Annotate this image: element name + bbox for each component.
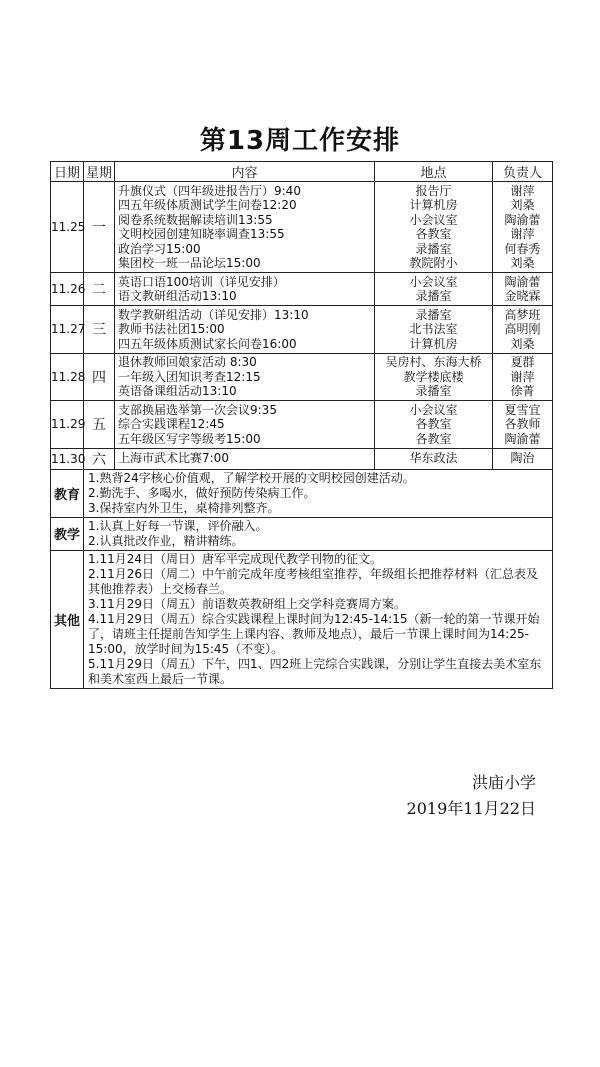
day-date: 11.27	[51, 306, 84, 354]
day-date: 11.25	[51, 182, 84, 273]
place-item: 计算机房	[409, 336, 458, 351]
person-item: 高明刚	[504, 322, 541, 336]
note-line: 3.保持室内外卫生，桌椅排列整齐。	[88, 500, 280, 515]
person-item: 徐菁	[510, 384, 535, 398]
note-line: 4.11月29日（周五）综合实践课程上课时间为12:45-14:15（新一轮的第一节课开始了，请班主任提前告知学生上课内容、教师及地点），最后一节课上课时间为14:25-15:00，放学时间为15:45（不变）。	[88, 611, 540, 656]
day-place	[375, 306, 493, 354]
place-item: 华东政法	[409, 451, 458, 466]
person-item: 陶渝蕾	[504, 431, 541, 446]
day-content	[115, 273, 375, 306]
day-person	[493, 448, 553, 469]
day-content	[115, 401, 375, 449]
day-weekday: 二	[84, 273, 115, 306]
day-row	[51, 273, 553, 306]
person-item: 刘桑	[510, 336, 535, 351]
content-item: 英语备课组活动13:10	[118, 384, 237, 398]
day-date: 11.29	[51, 401, 84, 449]
day-weekday: 五	[84, 401, 115, 449]
place-item: 吴房村、东海大桥	[385, 355, 482, 369]
note-content	[84, 550, 553, 688]
content-item: 四五年级体质测试家长问卷16:00	[118, 336, 297, 351]
place-item: 教学楼底楼	[403, 369, 464, 384]
header-place: 地点	[375, 162, 493, 182]
day-content	[115, 353, 375, 401]
place-item: 北书法室	[409, 322, 458, 336]
note-label: 教育	[51, 469, 84, 517]
place-item: 教院附小	[409, 256, 458, 270]
place-item: 录播室	[415, 384, 452, 398]
day-content	[115, 448, 375, 469]
day-person	[493, 273, 553, 306]
place-item: 各教室	[415, 431, 452, 446]
note-line: 2.勤洗手、多喝水，做好预防传染病工作。	[88, 485, 316, 500]
table-header-row	[51, 162, 553, 182]
place-item: 小会议室	[409, 212, 458, 227]
person-item: 各教师	[504, 417, 541, 431]
day-person	[493, 401, 553, 449]
person-item: 刘桑	[510, 256, 535, 270]
content-item: 集团校一班一品论坛15:00	[118, 256, 261, 270]
content-item: 支部换届选举第一次会议9:35	[118, 402, 277, 417]
note-line: 1.11月24日（周日）唐军平完成现代教学刊物的征文。	[88, 551, 382, 566]
note-line: 2.认真批改作业，精讲精练。	[88, 533, 244, 548]
person-item: 金晓霖	[504, 289, 541, 303]
day-row	[51, 306, 553, 354]
content-item: 四五年级体质测试学生问卷12:20	[118, 198, 297, 212]
person-item: 陶渝蕾	[504, 274, 541, 289]
day-content	[115, 182, 375, 273]
person-item: 谢萍	[510, 227, 535, 241]
person-item: 高梦班	[504, 307, 541, 322]
content-item: 五年级区写字等级考15:00	[118, 431, 261, 446]
place-item: 各教室	[415, 417, 452, 431]
day-row	[51, 448, 553, 469]
person-item: 何春秀	[504, 241, 541, 256]
person-item: 刘桑	[510, 198, 535, 212]
content-item: 升旗仪式（四年级进报告厅）9:40	[118, 183, 301, 198]
place-item: 计算机房	[409, 198, 458, 212]
day-person	[493, 182, 553, 273]
content-item: 综合实践课程12:45	[118, 417, 225, 431]
person-item: 夏群	[510, 355, 535, 369]
note-line: 3.11月29日（周五）前语数英教研组上交学科竞赛周方案。	[88, 596, 406, 611]
notes-body	[51, 469, 553, 688]
day-date: 11.26	[51, 273, 84, 306]
header-person: 负责人	[493, 162, 553, 182]
day-place	[375, 448, 493, 469]
person-item: 陶渝蕾	[504, 212, 541, 227]
person-item: 夏雪宜	[504, 402, 541, 417]
note-line: 1.熟背24字核心价值观，了解学校开展的文明校园创建活动。	[88, 470, 415, 485]
page-title: 第13周工作安排	[199, 126, 401, 156]
content-item: 语文教研组活动13:10	[118, 289, 237, 303]
day-row	[51, 353, 553, 401]
place-item: 录播室	[415, 289, 452, 303]
day-place	[375, 182, 493, 273]
person-item: 谢萍	[510, 369, 535, 384]
note-row	[51, 550, 553, 688]
header-content: 内容	[115, 162, 375, 182]
header-week: 星期	[84, 162, 115, 182]
note-label: 教学	[51, 517, 84, 550]
note-row	[51, 469, 553, 517]
place-item: 小会议室	[409, 274, 458, 289]
content-item: 数学教研组活动（详见安排）13:10	[118, 307, 309, 322]
header-date: 日期	[51, 162, 84, 182]
day-row	[51, 401, 553, 449]
content-item: 英语口语100培训（详见安排）	[118, 274, 285, 289]
day-person	[493, 353, 553, 401]
schedule-body	[51, 182, 553, 470]
day-place	[375, 401, 493, 449]
content-item: 政治学习15:00	[118, 241, 201, 256]
note-row	[51, 517, 553, 550]
note-label: 其他	[51, 550, 84, 688]
content-item: 阅卷系统数据解读培训13:55	[118, 212, 273, 227]
place-item: 报告厅	[415, 183, 452, 198]
day-place	[375, 273, 493, 306]
day-content	[115, 306, 375, 354]
content-item: 教师书法社团15:00	[118, 322, 225, 336]
place-item: 录播室	[415, 307, 452, 322]
place-item: 录播室	[415, 241, 452, 256]
note-line: 1.认真上好每一节课，评价融入。	[88, 518, 268, 533]
schedule-table	[50, 161, 553, 689]
footer-school: 洪庙小学	[471, 773, 536, 792]
note-content	[84, 469, 553, 517]
person-item: 谢萍	[510, 183, 535, 198]
day-date: 11.30	[51, 448, 84, 469]
note-line: 2.11月26日（周二）中午前完成年度考核组室推荐，年级组长把推荐材料（汇总表及其他推荐表）上交杨春兰。	[88, 566, 538, 596]
footer-date: 2019年11月22日	[406, 799, 536, 818]
note-line: 5.11月29日（周五）下午，四1、四2班上完综合实践课，分别让学生直接去美术室东和美术室西上最后一节课。	[88, 656, 542, 686]
day-weekday: 四	[84, 353, 115, 401]
day-weekday: 三	[84, 306, 115, 354]
content-item: 上海市武术比赛7:00	[118, 451, 229, 466]
content-item: 退休教师回娘家活动 8:30	[118, 355, 257, 369]
place-item: 各教室	[415, 227, 452, 241]
place-item: 小会议室	[409, 402, 458, 417]
day-row	[51, 182, 553, 273]
day-weekday: 六	[84, 448, 115, 469]
day-weekday: 一	[84, 182, 115, 273]
day-date: 11.28	[51, 353, 84, 401]
content-item: 一年级入团知识考查12:15	[118, 369, 261, 384]
note-content	[84, 517, 553, 550]
day-place	[375, 353, 493, 401]
day-person	[493, 306, 553, 354]
person-item: 陶治	[510, 451, 535, 466]
content-item: 文明校园创建知晓率调查13:55	[118, 227, 285, 241]
